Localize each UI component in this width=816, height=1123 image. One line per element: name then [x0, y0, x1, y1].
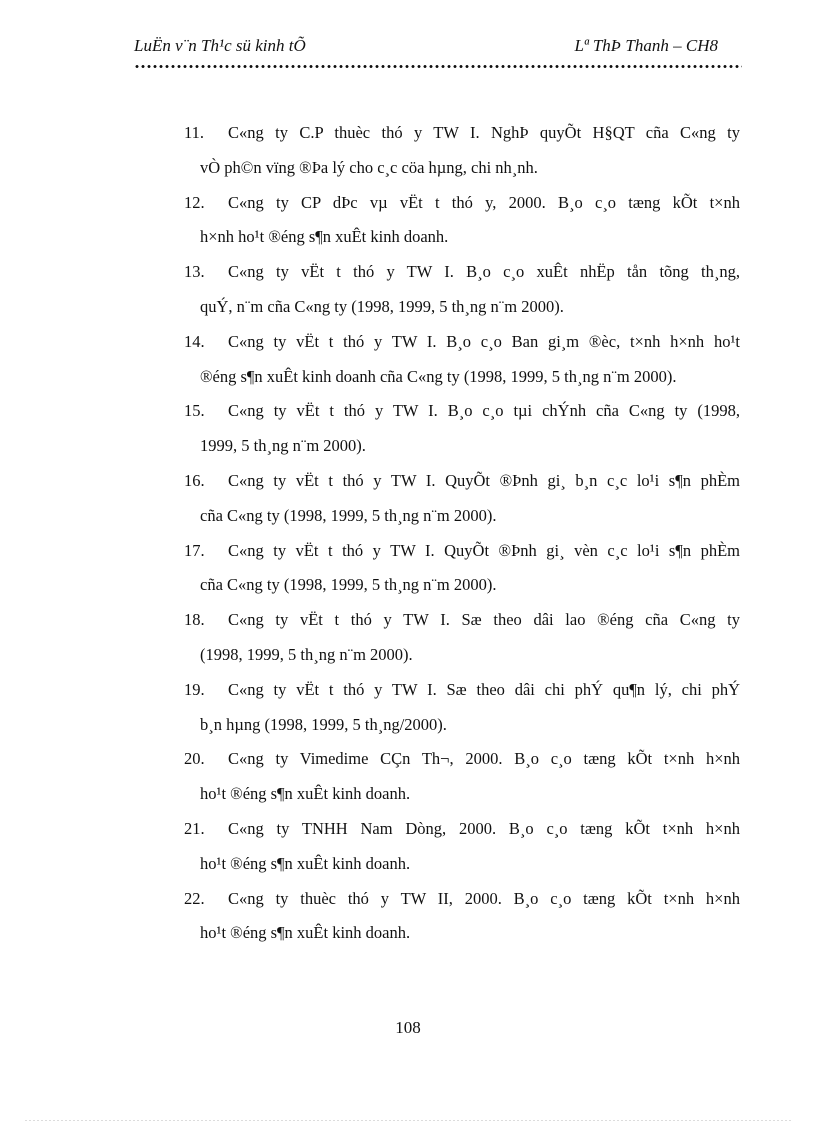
- reference-item: [184, 534, 740, 604]
- reference-continuation: (1998, 1999, 5 th¸ng n¨m 2000).: [200, 644, 413, 664]
- reference-number: 14.: [184, 331, 205, 351]
- reference-continuation: quÝ, n¨m cña C«ng ty (1998, 1999, 5 th¸ng n¨m 2000).: [200, 296, 564, 316]
- reference-number: 13.: [184, 262, 205, 282]
- reference-list: [184, 116, 740, 951]
- reference-first-line: C«ng ty vËt t thó y TW I. Sæ theo dâi chi phÝ qu¶n lý, chi phÝ: [228, 679, 740, 699]
- reference-item: [184, 673, 740, 743]
- reference-item: [184, 394, 740, 464]
- header-dotted-divider: [134, 64, 742, 69]
- reference-item: [184, 325, 740, 395]
- reference-first-line: C«ng ty vËt t thó y TW I. QuyÕt ®Þnh gi¸ vèn c¸c lo¹i s¶n phÈm: [228, 540, 740, 560]
- reference-number: 12.: [184, 192, 205, 212]
- reference-continuation: h×nh ho¹t ®éng s¶n xuÊt kinh doanh.: [200, 227, 449, 247]
- reference-item: [184, 812, 740, 882]
- header-author: Lª ThÞ Thanh – CH8: [574, 36, 718, 55]
- reference-item: [184, 882, 740, 952]
- running-header: [134, 36, 718, 60]
- reference-number: 21.: [184, 818, 205, 838]
- reference-item: [184, 116, 740, 186]
- reference-continuation: ho¹t ®éng s¶n xuÊt kinh doanh.: [200, 784, 411, 804]
- reference-first-line: C«ng ty TNHH Nam Dòng, 2000. B¸o c¸o tæng kÕt t×nh h×nh: [228, 818, 740, 838]
- reference-continuation: ho¹t ®éng s¶n xuÊt kinh doanh.: [200, 853, 411, 873]
- reference-continuation: b¸n hµng (1998, 1999, 5 th¸ng/2000).: [200, 714, 447, 734]
- reference-number: 22.: [184, 888, 205, 908]
- reference-first-line: C«ng ty thuèc thó y TW II, 2000. B¸o c¸o tæng kÕt t×nh h×nh: [228, 888, 740, 908]
- reference-item: [184, 255, 740, 325]
- reference-item: [184, 464, 740, 534]
- reference-number: 11.: [184, 123, 205, 142]
- reference-number: 20.: [184, 749, 205, 769]
- reference-item: [184, 186, 740, 256]
- page-number: 108: [395, 1018, 421, 1037]
- reference-first-line: C«ng ty vËt t thó y TW I. Sæ theo dâi lao ®éng cña C«ng ty: [228, 610, 740, 630]
- reference-continuation: vÒ ph©n vïng ®Þa lý cho c¸c cöa hµng, chi nh¸nh.: [200, 157, 538, 177]
- reference-continuation: cña C«ng ty (1998, 1999, 5 th¸ng n¨m 2000).: [200, 575, 497, 595]
- reference-continuation: cña C«ng ty (1998, 1999, 5 th¸ng n¨m 2000).: [200, 505, 497, 525]
- reference-first-line: C«ng ty C.P thuèc thó y TW I. NghÞ quyÕt H§QT cña C«ng ty: [228, 123, 740, 142]
- reference-first-line: C«ng ty vËt t thó y TW I. B¸o c¸o tµi chÝnh cña C«ng ty (1998,: [228, 401, 740, 421]
- reference-number: 19.: [184, 679, 205, 699]
- reference-first-line: C«ng ty vËt t thó y TW I. QuyÕt ®Þnh gi¸ b¸n c¸c lo¹i s¶n phÈm: [228, 470, 740, 490]
- reference-item: [184, 742, 740, 812]
- reference-continuation: ®éng s¶n xuÊt kinh doanh cña C«ng ty (1998, 1999, 5 th¸ng n¨m 2000).: [200, 366, 677, 386]
- footer-dotted-divider: [24, 1120, 792, 1121]
- reference-continuation: ho¹t ®éng s¶n xuÊt kinh doanh.: [200, 923, 411, 943]
- reference-number: 15.: [184, 401, 205, 421]
- reference-first-line: C«ng ty vËt t thó y TW I. B¸o c¸o xuÊt nhËp tån tõng th¸ng,: [228, 262, 740, 282]
- reference-number: 16.: [184, 470, 205, 490]
- reference-continuation: 1999, 5 th¸ng n¨m 2000).: [200, 436, 366, 456]
- reference-first-line: C«ng ty CP dÞc vµ vËt t thó y, 2000. B¸o c¸o tæng kÕt t×nh: [228, 192, 740, 212]
- reference-item: [184, 603, 740, 673]
- reference-number: 18.: [184, 610, 205, 630]
- reference-number: 17.: [184, 540, 205, 560]
- reference-first-line: C«ng ty Vimedime CÇn Th¬, 2000. B¸o c¸o tæng kÕt t×nh h×nh: [228, 749, 740, 769]
- header-thesis-title: LuËn v¨n Th¹c sü kinh tÕ: [134, 36, 306, 55]
- reference-first-line: C«ng ty vËt t thó y TW I. B¸o c¸o Ban gi¸m ®èc, t×nh h×nh ho¹t: [228, 331, 740, 351]
